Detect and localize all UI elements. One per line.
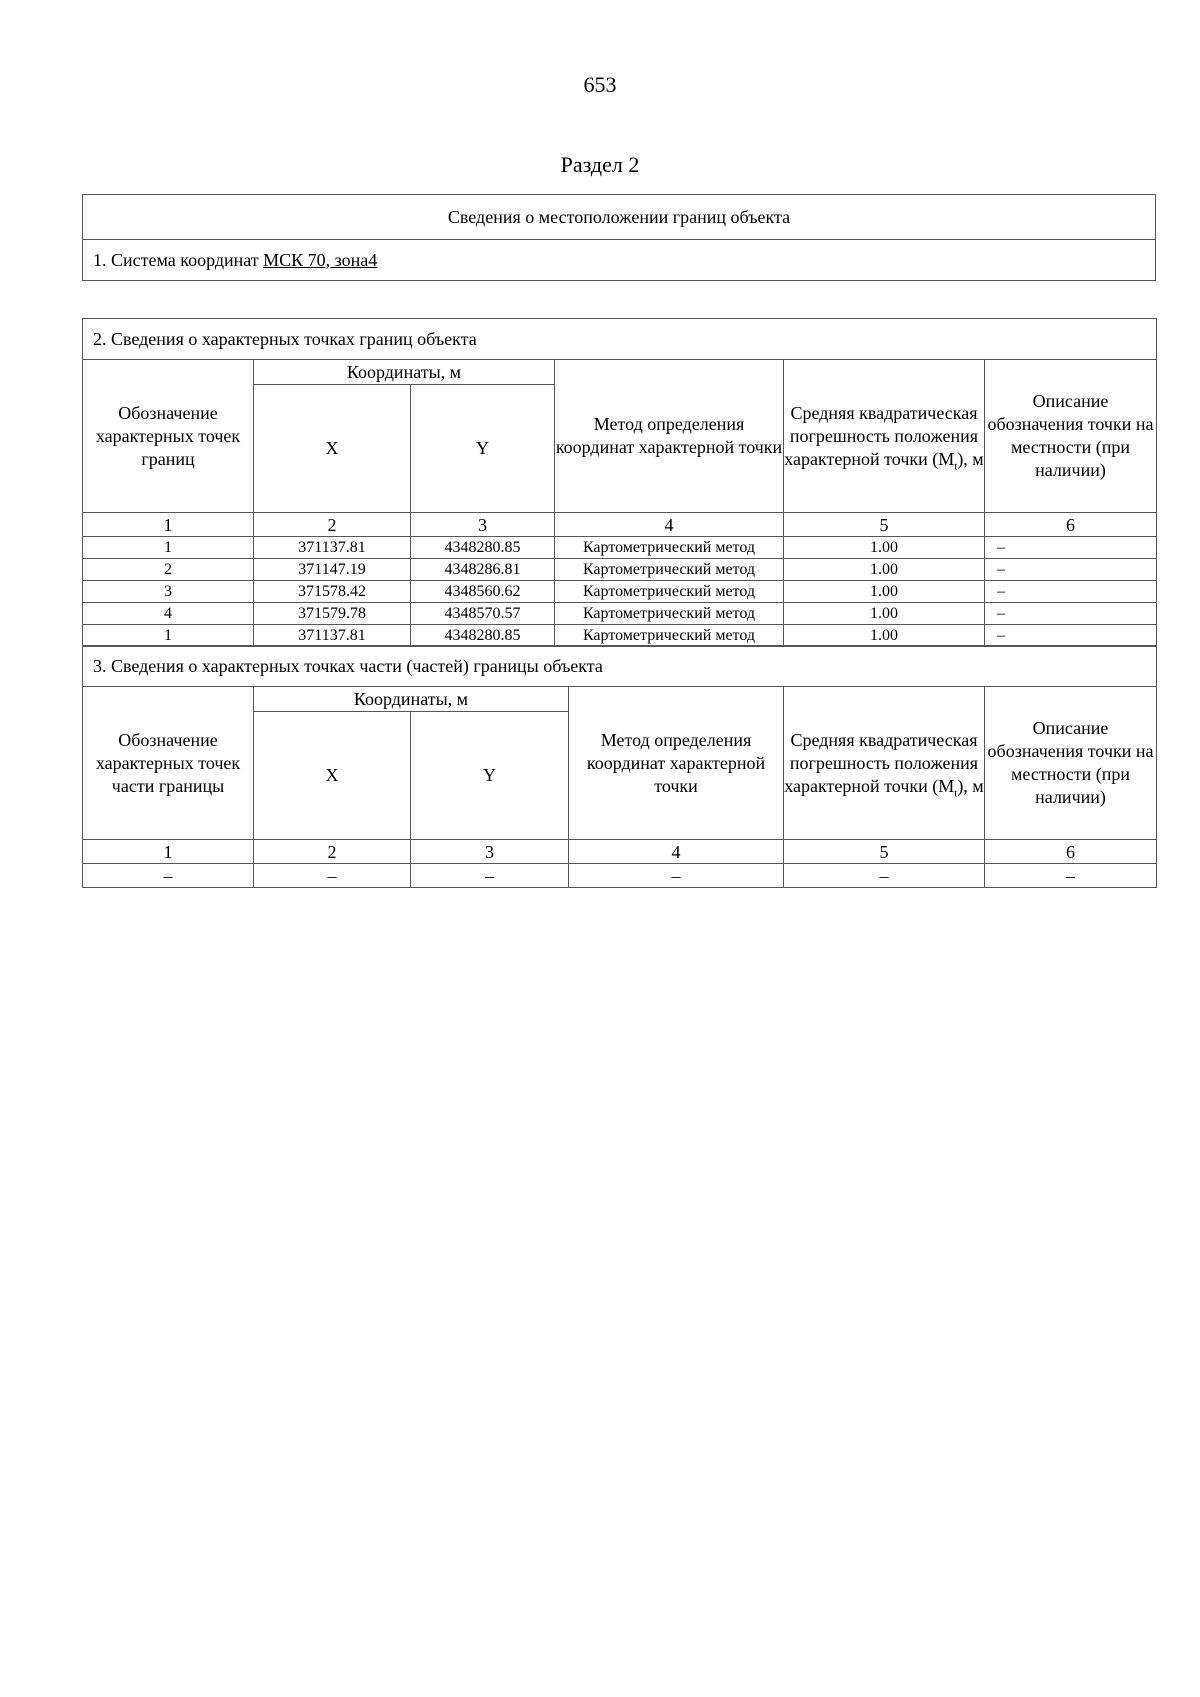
column-number: 6 [985,513,1157,537]
header-error-sub: t [954,460,958,473]
point-number: 1 [83,625,254,647]
header-error-prefix: Средняя квадратическая погрешность положения характерной точки (M [784,729,979,796]
page-number: 653 [583,72,617,97]
point-number: 2 [83,559,254,581]
method: Картометрический метод [555,559,784,581]
boundary-points-table [82,318,1157,647]
header-error [784,687,985,840]
coordinate-system-row [83,240,1156,281]
coordinate-x: 371137.81 [254,537,411,559]
error-value: 1.00 [784,625,985,647]
table-caption: Сведения о местоположении границ объекта [83,195,1156,240]
coordinate-y: 4348286.81 [411,559,555,581]
header-y: Y [411,385,555,513]
point-number: 1 [83,537,254,559]
section3-title: 3. Сведения о характерных точках части (частей) границы объекта [83,646,1157,687]
header-y: Y [411,712,569,840]
description: – [985,625,1157,647]
column-number: 2 [254,513,411,537]
header-error-suffix: ), м [957,775,984,796]
description: – [985,537,1157,559]
empty-cell: – [83,864,254,888]
column-number: 5 [784,840,985,864]
header-error-prefix: Средняя квадратическая погрешность положения характерной точки (M [784,402,979,469]
empty-cell: – [784,864,985,888]
point-number: 4 [83,603,254,625]
column-number: 6 [985,840,1157,864]
section2-title: 2. Сведения о характерных точках границ объекта [83,319,1157,360]
section-title: Раздел 2 [560,152,640,177]
header-description: Описание обозначения точки на местности (при наличии) [985,360,1157,513]
part-boundary-points-table [82,645,1157,888]
method: Картометрический метод [555,625,784,647]
point-number: 3 [83,581,254,603]
coordinate-x: 371147.19 [254,559,411,581]
header-error-suffix: ), м [957,448,984,469]
header-coordinates: Координаты, м [254,687,569,712]
header-x: X [254,712,411,840]
coordinate-x: 371137.81 [254,625,411,647]
column-number: 1 [83,513,254,537]
error-value: 1.00 [784,559,985,581]
header-method: Метод определения координат характерной точки [569,687,784,840]
coordinate-y: 4348560.62 [411,581,555,603]
error-value: 1.00 [784,537,985,559]
table-row [83,625,1157,647]
coordinate-y: 4348570.57 [411,603,555,625]
method: Картометрический метод [555,537,784,559]
description: – [985,603,1157,625]
header-designation: Обозначение характерных точек границ [83,360,254,513]
header-error-sub: t [954,787,958,800]
empty-cell: – [569,864,784,888]
error-value: 1.00 [784,603,985,625]
description: – [985,559,1157,581]
column-number: 3 [411,840,569,864]
header-designation: Обозначение характерных точек части границы [83,687,254,840]
column-number: 5 [784,513,985,537]
coordinate-x: 371579.78 [254,603,411,625]
table-row [83,559,1157,581]
header-description: Описание обозначения точки на местности (при наличии) [985,687,1157,840]
empty-cell: – [985,864,1157,888]
header-x: X [254,385,411,513]
column-number: 1 [83,840,254,864]
column-number: 4 [555,513,784,537]
coordinate-y: 4348280.85 [411,625,555,647]
table-row [83,603,1157,625]
table-row [83,537,1157,559]
boundary-info-header-table [82,194,1156,281]
error-value: 1.00 [784,581,985,603]
header-coordinates: Координаты, м [254,360,555,385]
column-number: 2 [254,840,411,864]
description: – [985,581,1157,603]
coordinate-system-label: 1. Система координат [93,249,264,270]
coordinate-y: 4348280.85 [411,537,555,559]
method: Картометрический метод [555,581,784,603]
header-method: Метод определения координат характерной точки [555,360,784,513]
coordinate-system-value: МСК 70, зона4 [263,249,378,270]
table-row [83,864,1157,888]
header-error [784,360,985,513]
empty-cell: – [254,864,411,888]
empty-cell: – [411,864,569,888]
coordinate-x: 371578.42 [254,581,411,603]
column-number: 3 [411,513,555,537]
table-row [83,581,1157,603]
method: Картометрический метод [555,603,784,625]
column-number: 4 [569,840,784,864]
